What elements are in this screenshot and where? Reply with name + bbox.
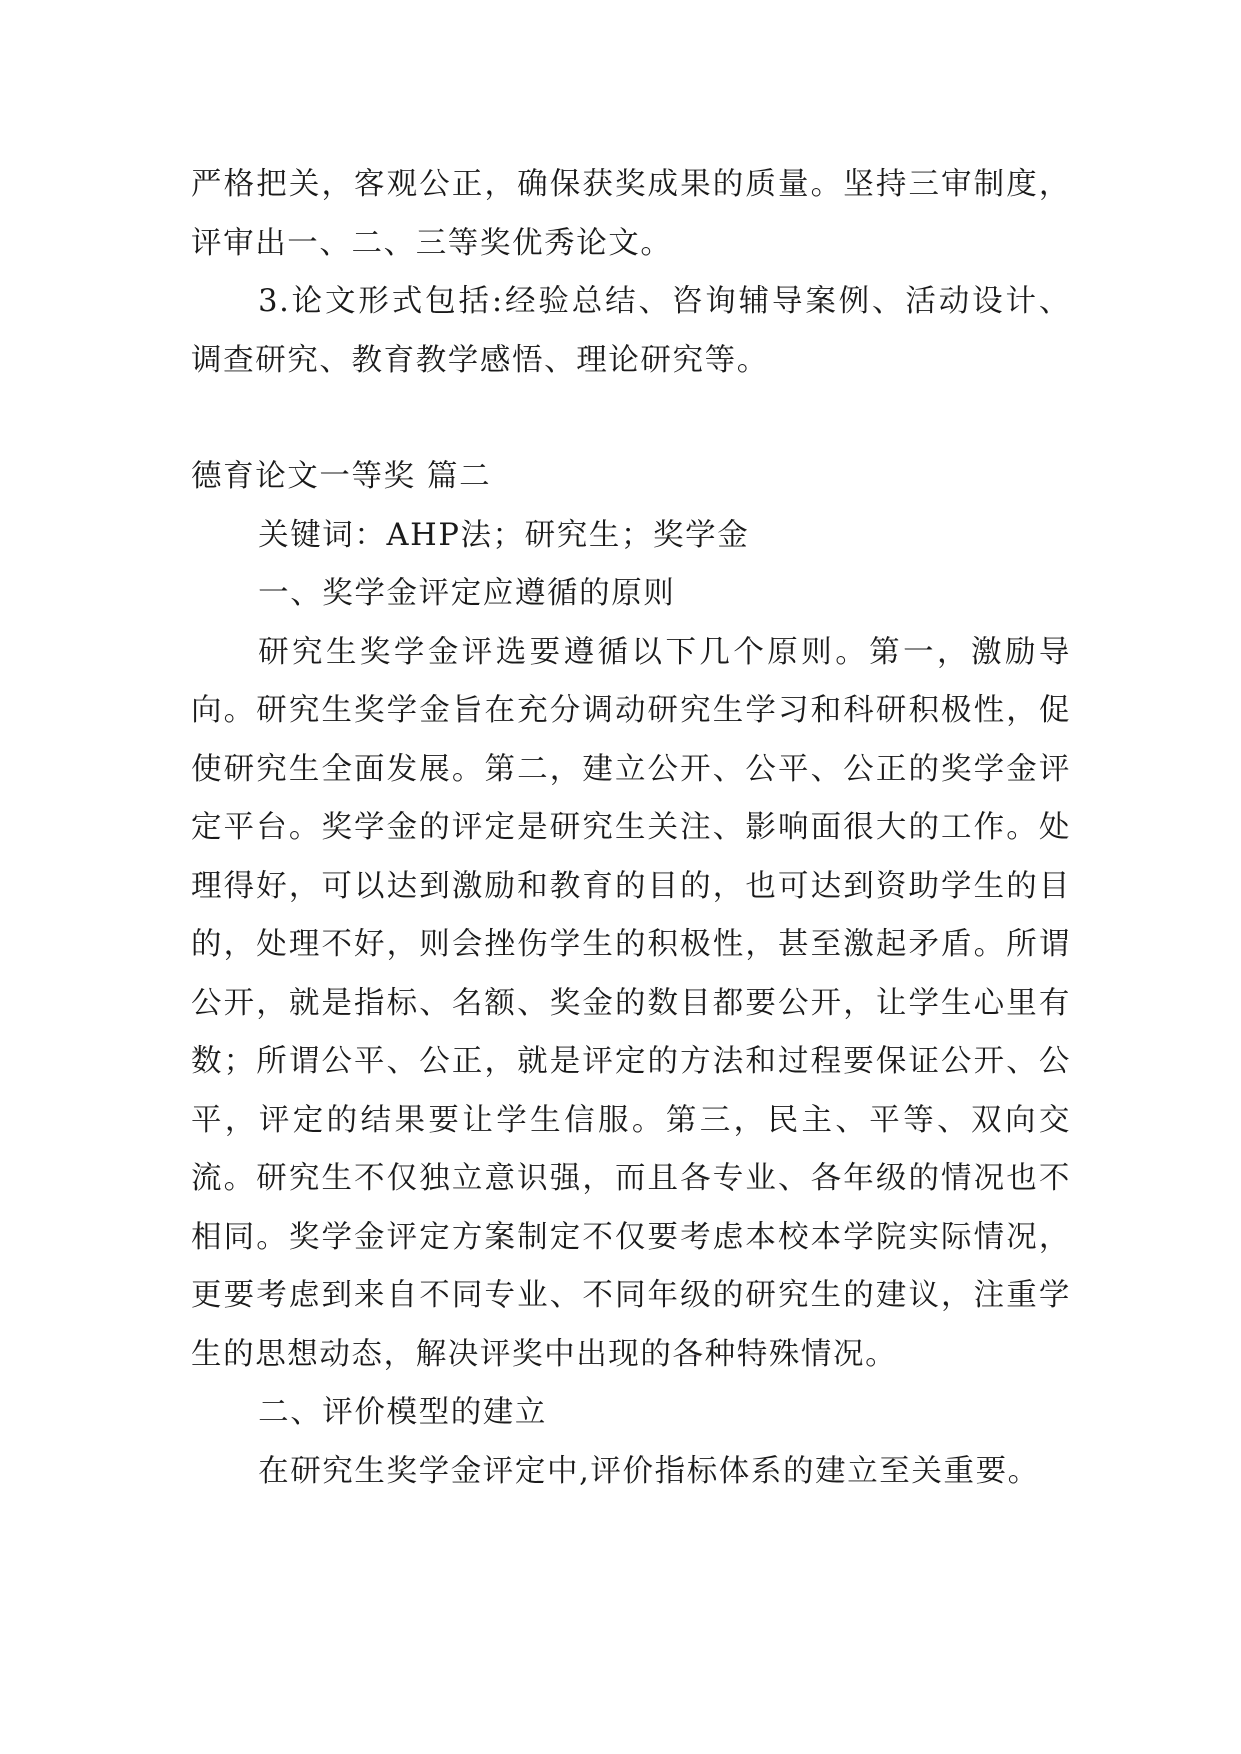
subsection-heading: 一、奖学金评定应遵循的原则 bbox=[258, 576, 676, 611]
body-paragraph: 3.论文形式包括:经验总结、咨询辅导案例、活动设计、调查研究、教育教学感悟、理论研究等。 bbox=[191, 284, 1071, 378]
subsection-heading: 二、评价模型的建立 bbox=[258, 1395, 547, 1430]
body-paragraph: 在研究生奖学金评定中,评价指标体系的建立至关重要。 bbox=[258, 1453, 1040, 1489]
section-heading: 德育论文一等奖 篇二 bbox=[191, 459, 492, 494]
body-paragraph: 严格把关，客观公正，确保获奖成果的质量。坚持三审制度，评审出一、二、三等奖优秀论文。 bbox=[191, 167, 1071, 261]
body-paragraph: 研究生奖学金评选要遵循以下几个原则。第一，激励导向。研究生奖学金旨在充分调动研究生学习和科研积极性，促使研究生全面发展。第二，建立公开、公平、公正的奖学金评定平台。奖学金的评定是研究生关注、影响面很大的工作。处理得好，可以达到激励和教育的目的，也可达到资助学生的目的，处理不好，则会挫伤学生的积极性，甚至激起矛盾。所谓公开，就是指标、名额、奖金的数目都要公开，让学生心里有数；所谓公平、公正，就是评定的方法和过程要保证公开、公平，评定的结果要让学生信服。第三，民主、平等、双向交流。研究生不仅独立意识强，而且各专业、各年级的情况也不相同。奖学金评定方案制定不仅要考虑本校本学院实际情况，更要考虑到来自不同专业、不同年级的研究生的建议，注重学生的思想动态，解决评奖中出现的各种特殊情况。 bbox=[191, 634, 1071, 1372]
keywords-line: 关键词：AHP法；研究生；奖学金 bbox=[258, 517, 750, 553]
document-body bbox=[191, 156, 1071, 1501]
